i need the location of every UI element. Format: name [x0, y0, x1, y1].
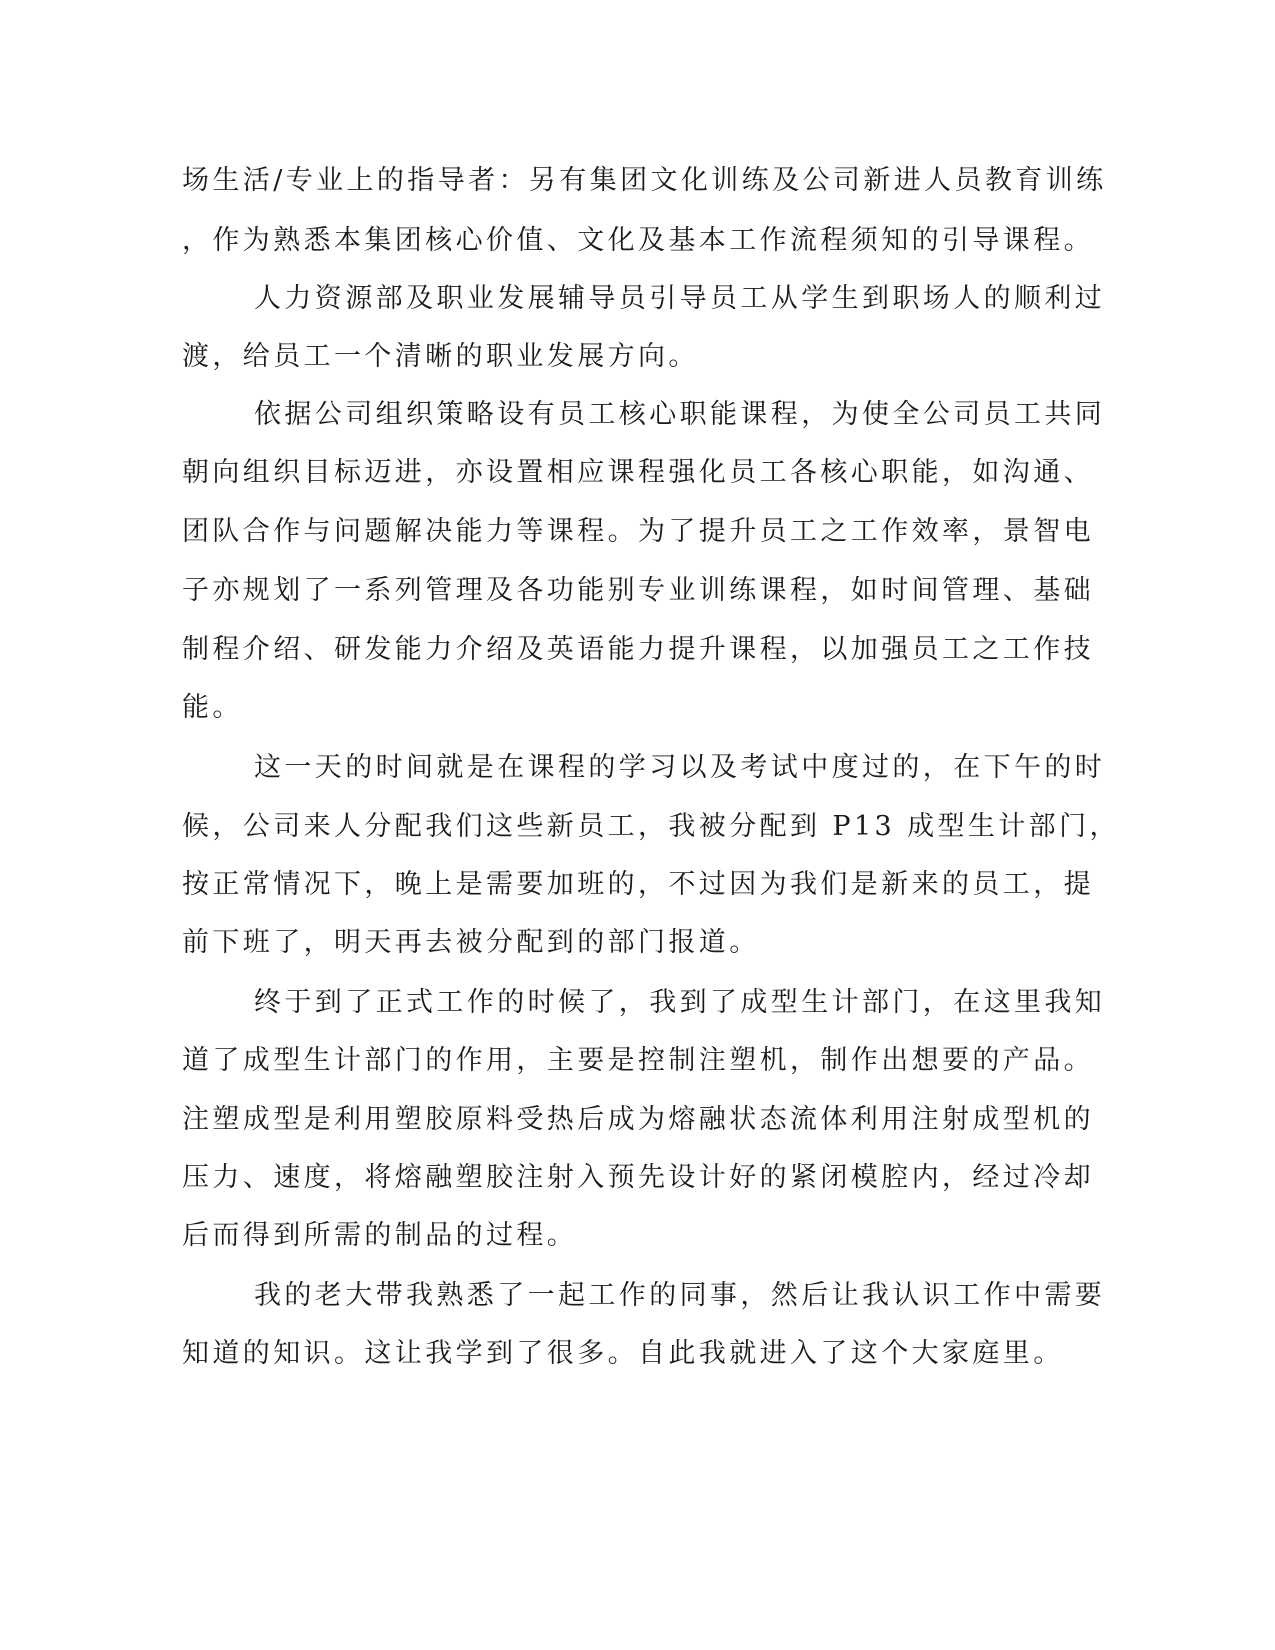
- text-line: 渡，给员工一个清晰的职业发展方向。: [182, 341, 699, 372]
- text-line: 能。: [182, 692, 243, 723]
- text-line: 后而得到所需的制品的过程。: [182, 1220, 578, 1251]
- paragraph-first-line: 终于到了正式工作的时候了，我到了成型生计部门，在这里我知: [254, 987, 1106, 1018]
- text-line: 压力、速度，将熔融塑胶注射入预先设计好的紧闭模腔内，经过冷却: [182, 1162, 1094, 1193]
- text-line: 朝向组织目标迈进，亦设置相应课程强化员工各核心职能，如沟通、: [182, 457, 1094, 488]
- paragraph-first-line: 我的老大带我熟悉了一起工作的同事，然后让我认识工作中需要: [254, 1280, 1106, 1311]
- text-line: 注塑成型是利用塑胶原料受热后成为熔融状态流体利用注射成型机的: [182, 1104, 1094, 1135]
- text-line: 候，公司来人分配我们这些新员工，我被分配到 P13 成型生计部门，: [182, 811, 1120, 842]
- text-line: ，作为熟悉本集团核心价值、文化及基本工作流程须知的引导课程。: [182, 225, 1094, 256]
- text-line: 前下班了，明天再去被分配到的部门报道。: [182, 927, 760, 958]
- text-line: 团队合作与问题解决能力等课程。为了提升员工之工作效率，景智电: [182, 516, 1094, 547]
- paragraph-first-line: 这一天的时间就是在课程的学习以及考试中度过的，在下午的时: [254, 752, 1106, 783]
- text-line: 道了成型生计部门的作用，主要是控制注塑机，制作出想要的产品。: [182, 1045, 1094, 1076]
- text-line: 制程介绍、研发能力介绍及英语能力提升课程，以加强员工之工作技: [182, 634, 1094, 665]
- text-line: 场生活/专业上的指导者：另有集团文化训练及公司新进人员教育训练: [182, 165, 1107, 196]
- paragraph-first-line: 人力资源部及职业发展辅导员引导员工从学生到职场人的顺利过: [254, 283, 1106, 314]
- text-line: 按正常情况下，晚上是需要加班的，不过因为我们是新来的员工，提: [182, 869, 1094, 900]
- text-line: 知道的知识。这让我学到了很多。自此我就进入了这个大家庭里。: [182, 1338, 1064, 1369]
- paragraph-first-line: 依据公司组织策略设有员工核心职能课程，为使全公司员工共同: [254, 399, 1106, 430]
- text-line: 子亦规划了一系列管理及各功能别专业训练课程，如时间管理、基础: [182, 575, 1094, 606]
